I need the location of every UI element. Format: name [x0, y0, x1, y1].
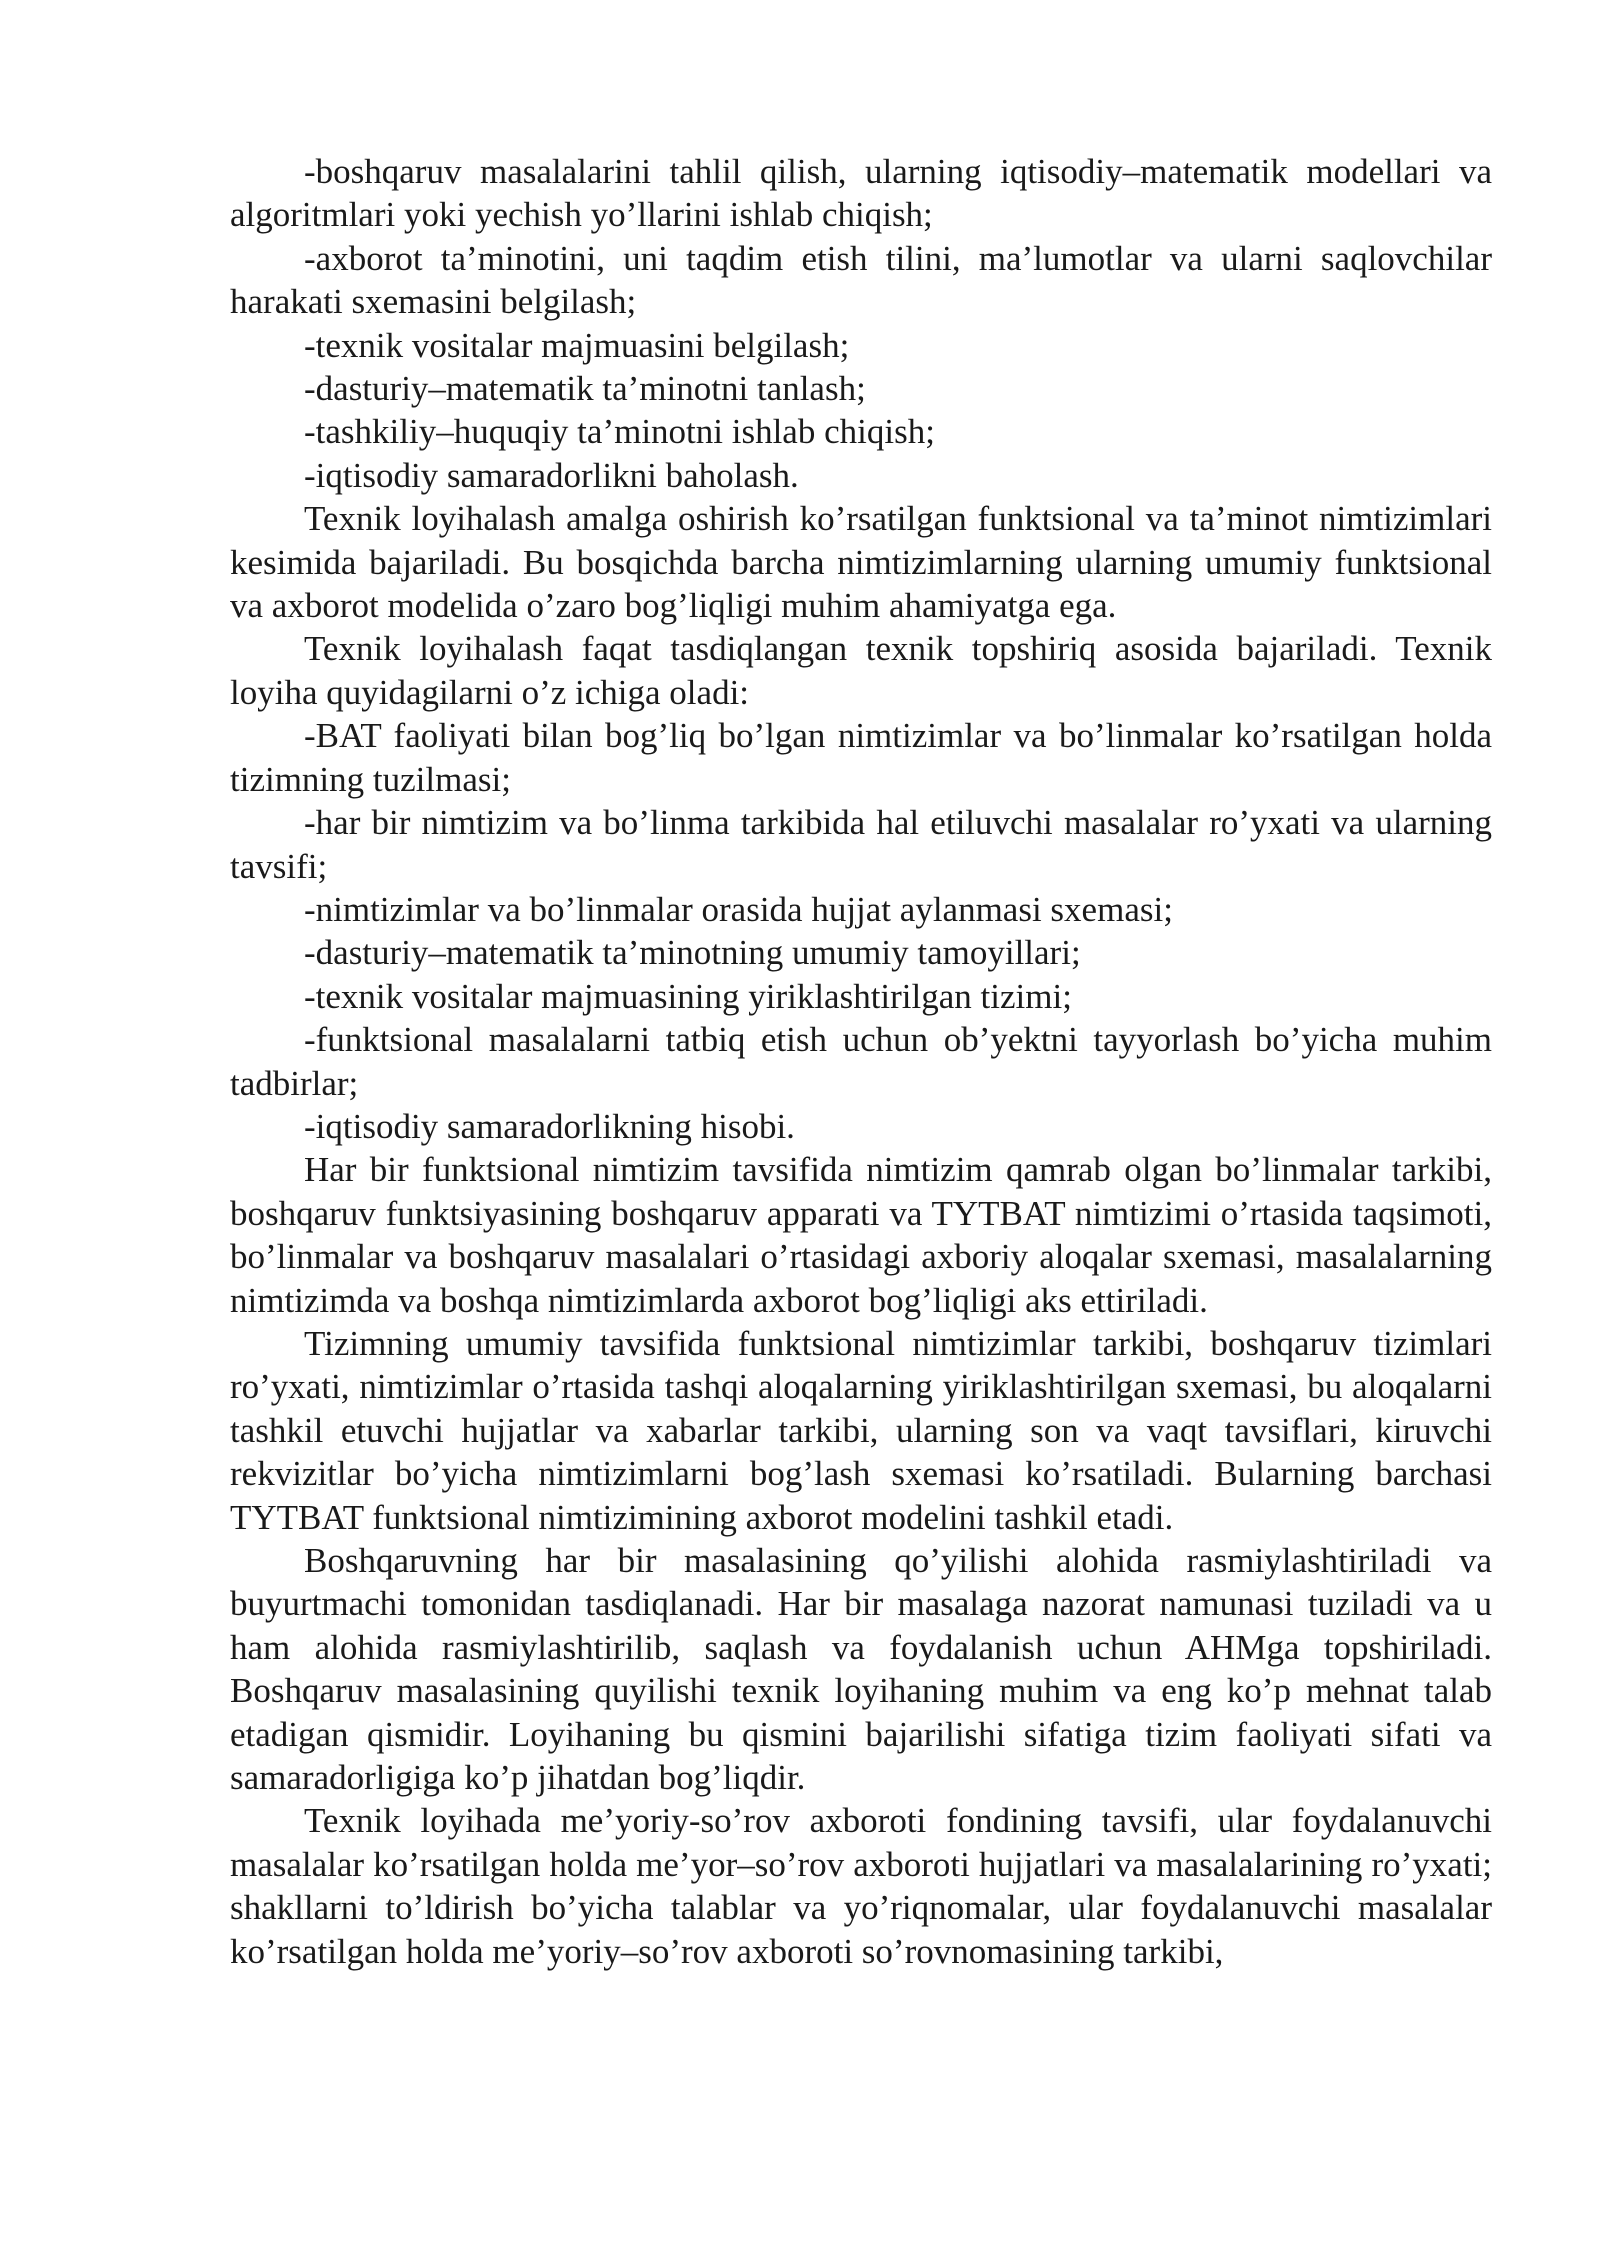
paragraph: -dasturiy–matematik ta’minotni tanlash;: [304, 369, 866, 409]
paragraph: -funktsional masalalarni tatbiq etish uchun ob’yektni tayyorlash bo’yicha muhim tadbirlar;: [230, 1020, 1492, 1103]
document-page: [230, 150, 1492, 1973]
paragraph: -iqtisodiy samaradorlikni baholash.: [304, 455, 799, 495]
paragraph: -nimtizimlar va bo’linmalar orasida hujjat aylanmasi sxemasi;: [304, 889, 1173, 929]
paragraph: -BAT faoliyati bilan bog’liq bo’lgan nimtizimlar va bo’linmalar ko’rsatilgan holda tizimning tuzilmasi;: [230, 716, 1492, 799]
paragraph: -har bir nimtizim va bo’linma tarkibida hal etiluvchi masalalar ro’yxati va ularning tavsifi;: [230, 803, 1492, 886]
paragraph: -tashkiliy–huquqiy ta’minotni ishlab chiqish;: [304, 412, 935, 452]
paragraph: -texnik vositalar majmuasini belgilash;: [304, 325, 850, 365]
paragraph: -boshqaruv masalalarini tahlil qilish, ularning iqtisodiy–matematik modellari va algoritmlari yoki yechish yo’llarini ishlab chiqish;: [230, 152, 1492, 235]
paragraph: -axborot ta’minotini, uni taqdim etish tilini, ma’lumotlar va ularni saqlovchilar harakati sxemasini belgilash;: [230, 238, 1492, 322]
paragraph: Har bir funktsional nimtizim tavsifida nimtizim qamrab olgan bo’linmalar tarkibi, boshqaruv funktsiyasining boshqaruv apparati va TYTBAT nimtizimi o’rtasida taqsimoti, bo’linmalar va boshqaruv masalalari o’rtasidagi axboriy aloqalar sxemasi, masalalarning nimtizimda va boshqa nimtizimlarda axborot bog’liqligi aks ettiriladi.: [230, 1150, 1492, 1320]
paragraph: Texnik loyihalash amalga oshirish ko’rsatilgan funktsional va ta’minot nimtizimlari kesimida bajariladi. Bu bosqichda barcha nimtizimlarning ularning umumiy funktsional va axborot modelida o’zaro bog’liqligi muhim ahamiyatga ega.: [230, 499, 1492, 626]
paragraph: Texnik loyihalash faqat tasdiqlangan texnik topshiriq asosida bajariladi. Texnik loyiha quyidagilarni o’z ichiga oladi:: [230, 629, 1492, 712]
paragraph: Texnik loyihada me’yoriy-so’rov axboroti fondining tavsifi, ular foydalanuvchi masalalar ko’rsatilgan holda me’yor–so’rov axboroti hujjatlari va masalalarining ro’yxati; shakllarni to’ldirish bo’yicha talablar va yo’riqnomalar, ular foydalanuvchi masalalar ko’rsatilgan holda me’yoriy–so’rov axboroti so’rovnomasining tarkibi,: [230, 1801, 1492, 1971]
paragraph: -texnik vositalar majmuasining yiriklashtirilgan tizimi;: [304, 976, 1072, 1016]
paragraph: -iqtisodiy samaradorlikning hisobi.: [304, 1106, 795, 1146]
paragraph: -dasturiy–matematik ta’minotning umumiy tamoyillari;: [304, 933, 1081, 973]
paragraph: Boshqaruvning har bir masalasining qo’yilishi alohida rasmiylashtiriladi va buyurtmachi tomonidan tasdiqlanadi. Har bir masalaga nazorat namunasi tuziladi va u ham alohida rasmiylashtirilib, saqlash va foydalanish uchun AHMga topshiriladi. Boshqaruv masalasining quyilishi texnik loyihaning muhim va eng ko’p mehnat talab etadigan qismidir. Loyihaning bu qismini bajarilishi sifatiga tizim faoliyati sifati va samaradorligiga ko’p jihatdan bog’liqdir.: [230, 1541, 1492, 1798]
paragraph: Tizimning umumiy tavsifida funktsional nimtizimlar tarkibi, boshqaruv tizimlari ro’yxati, nimtizimlar o’rtasida tashqi aloqalarning yiriklashtirilgan sxemasi, bu aloqalarni tashkil etuvchi hujjatlar va xabarlar tarkibi, ularning son va vaqt tavsiflari, kiruvchi rekvizitlar bo’yicha nimtizimlarni bog’lash sxemasi ko’rsatiladi. Bularning barchasi TYTBAT funktsional nimtizimining axborot modelini tashkil etadi.: [230, 1323, 1492, 1537]
